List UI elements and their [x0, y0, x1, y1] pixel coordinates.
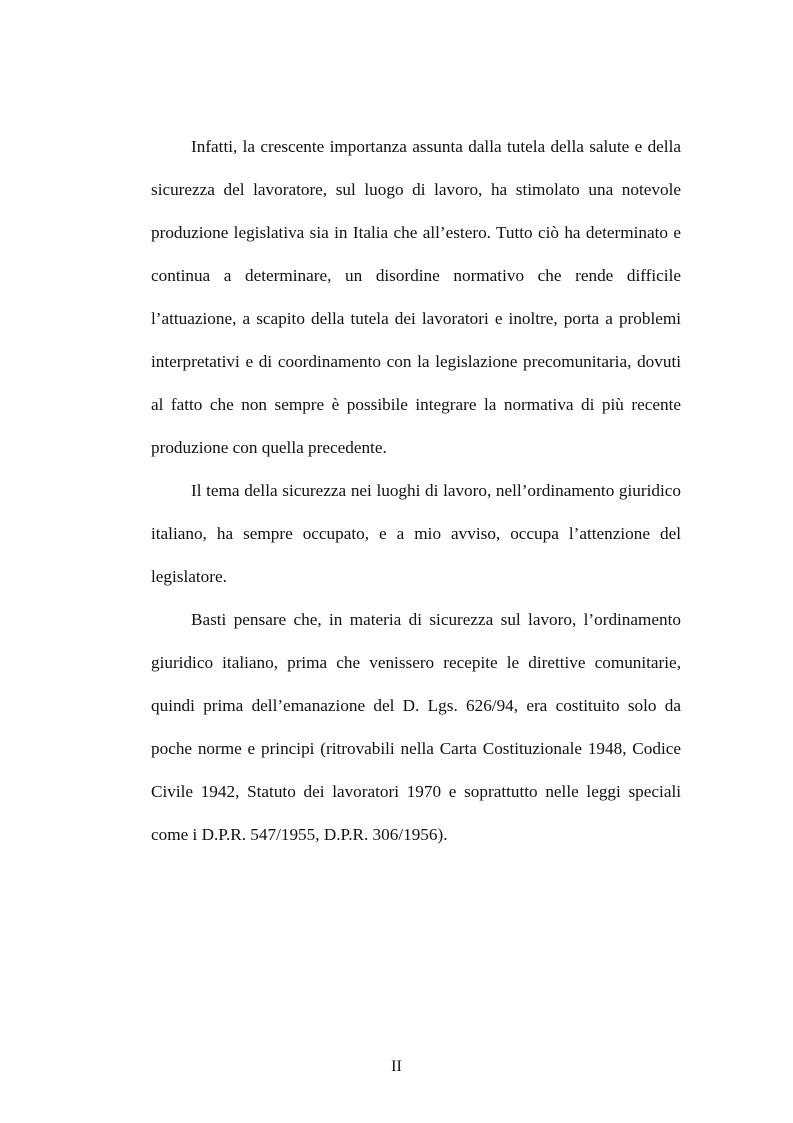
- paragraph-1: Infatti, la crescente importanza assunta dalla tutela della salute e della sicurezza del lavoratore, sul luogo di lavoro, ha stimolato una notevole produzione legislativa sia in Italia che all’estero. Tutto ciò ha determinato e continua a determinare, un disordine normativo che rende difficile l’attuazione, a scapito della tutela dei lavoratori e inoltre, porta a problemi interpretativi e di coordinamento con la legislazione precomunitaria, dovuti al fatto che non sempre è possibile integrare la normativa di più recente produzione con quella precedente.: [151, 137, 681, 457]
- paragraph-2: Il tema della sicurezza nei luoghi di lavoro, nell’ordinamento giuridico italiano, ha sempre occupato, e a mio avviso, occupa l’attenzione del legislatore.: [151, 481, 681, 586]
- paragraph-3: Basti pensare che, in materia di sicurezza sul lavoro, l’ordinamento giuridico italiano, prima che venissero recepite le direttive comunitarie, quindi prima dell’emanazione del D. Lgs. 626/94, era costituito solo da poche norme e principi (ritrovabili nella Carta Costituzionale 1948, Codice Civile 1942, Statuto dei lavoratori 1970 e soprattutto nelle leggi speciali come i D.P.R. 547/1955, D.P.R. 306/1956).: [151, 610, 681, 844]
- page-body: [151, 125, 681, 856]
- page-number: II: [391, 1058, 402, 1075]
